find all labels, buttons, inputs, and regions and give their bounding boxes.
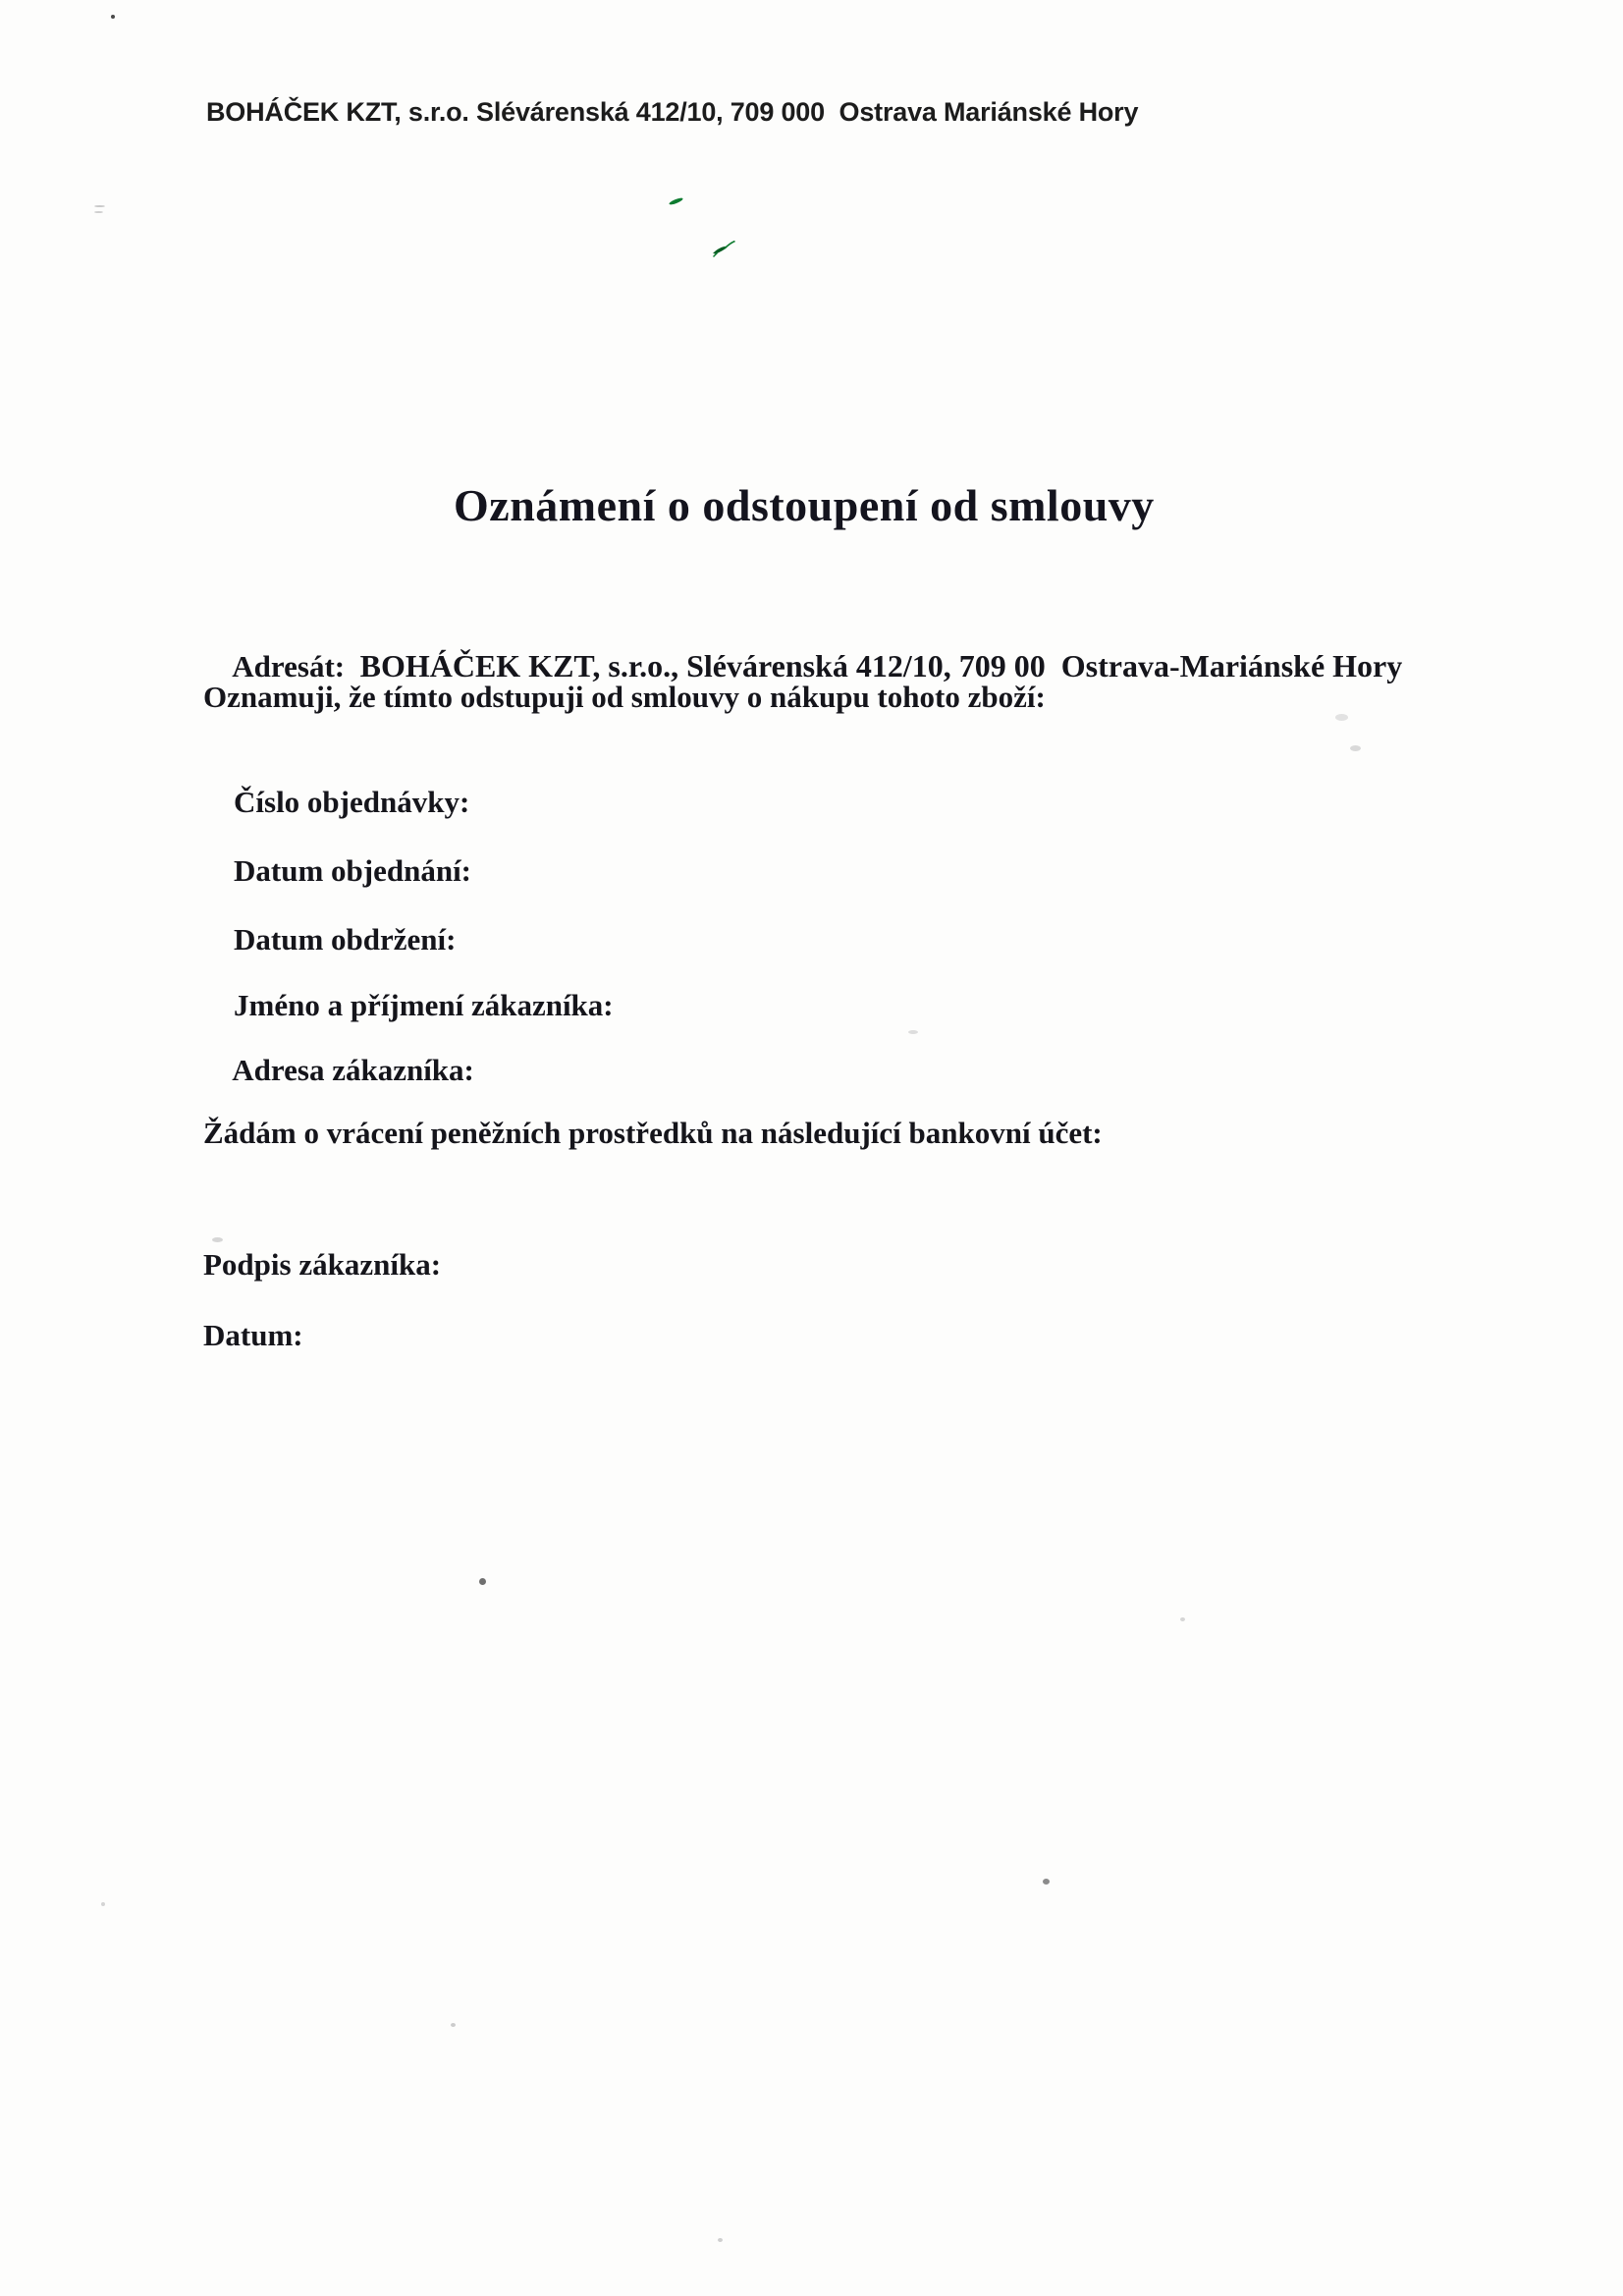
pen-dash-green [669, 196, 683, 205]
speck-faint-bottom-3 [101, 1902, 105, 1906]
pen-squiggle-tail [725, 242, 735, 249]
document-title: Oznámení o odstoupení od smlouvy [454, 480, 1155, 530]
speck-faint-mid [908, 1030, 918, 1034]
addressee-value: BOHÁČEK KZT, s.r.o., Slévárenská 412/10, 709 00 Ostrava-Mariánské Hory [359, 648, 1403, 683]
letterhead-company-address: BOHÁČEK KZT, s.r.o. Slévárenská 412/10, 709 000 Ostrava Mariánské Hory [206, 97, 1139, 127]
speck-faint-right-2 [1350, 745, 1361, 751]
field-customer-name-label: Jméno a příjmení zákazníka: [234, 988, 614, 1022]
field-order-date-label: Datum objednání: [234, 853, 472, 888]
speck-faint-bottom-1 [451, 2023, 456, 2027]
field-receipt-date-label: Datum obdržení: [234, 922, 457, 957]
customer-signature-label: Podpis zákazníka: [203, 1247, 442, 1282]
field-customer-address-label: Adresa zákazníka: [232, 1053, 474, 1087]
field-order-number-label: Číslo objednávky: [234, 785, 470, 819]
green-pen-squiggle-mark [711, 241, 736, 258]
refund-bank-account-line: Žádám o vrácení peněžních prostředků na následující bankovní účet: [203, 1116, 1103, 1150]
speck-faint-above-signature [212, 1237, 223, 1242]
speck-faint-bottom-4 [1180, 1617, 1185, 1621]
date-label: Datum: [203, 1318, 303, 1352]
speck-equals-bottom [94, 211, 103, 213]
speck-dark-lower-left [479, 1578, 486, 1585]
withdrawal-statement-line: Oznamuji, že tímto odstupuji od smlouvy o nákupu tohoto zboží: [203, 680, 1046, 714]
speck-dark-lower-right [1043, 1879, 1050, 1885]
speck-equals-top [94, 205, 105, 207]
speck-dot-top-left [111, 15, 115, 19]
addressee-label: Adresát: [232, 649, 360, 683]
speck-faint-right-1 [1335, 714, 1348, 721]
speck-faint-bottom-2 [718, 2238, 723, 2242]
